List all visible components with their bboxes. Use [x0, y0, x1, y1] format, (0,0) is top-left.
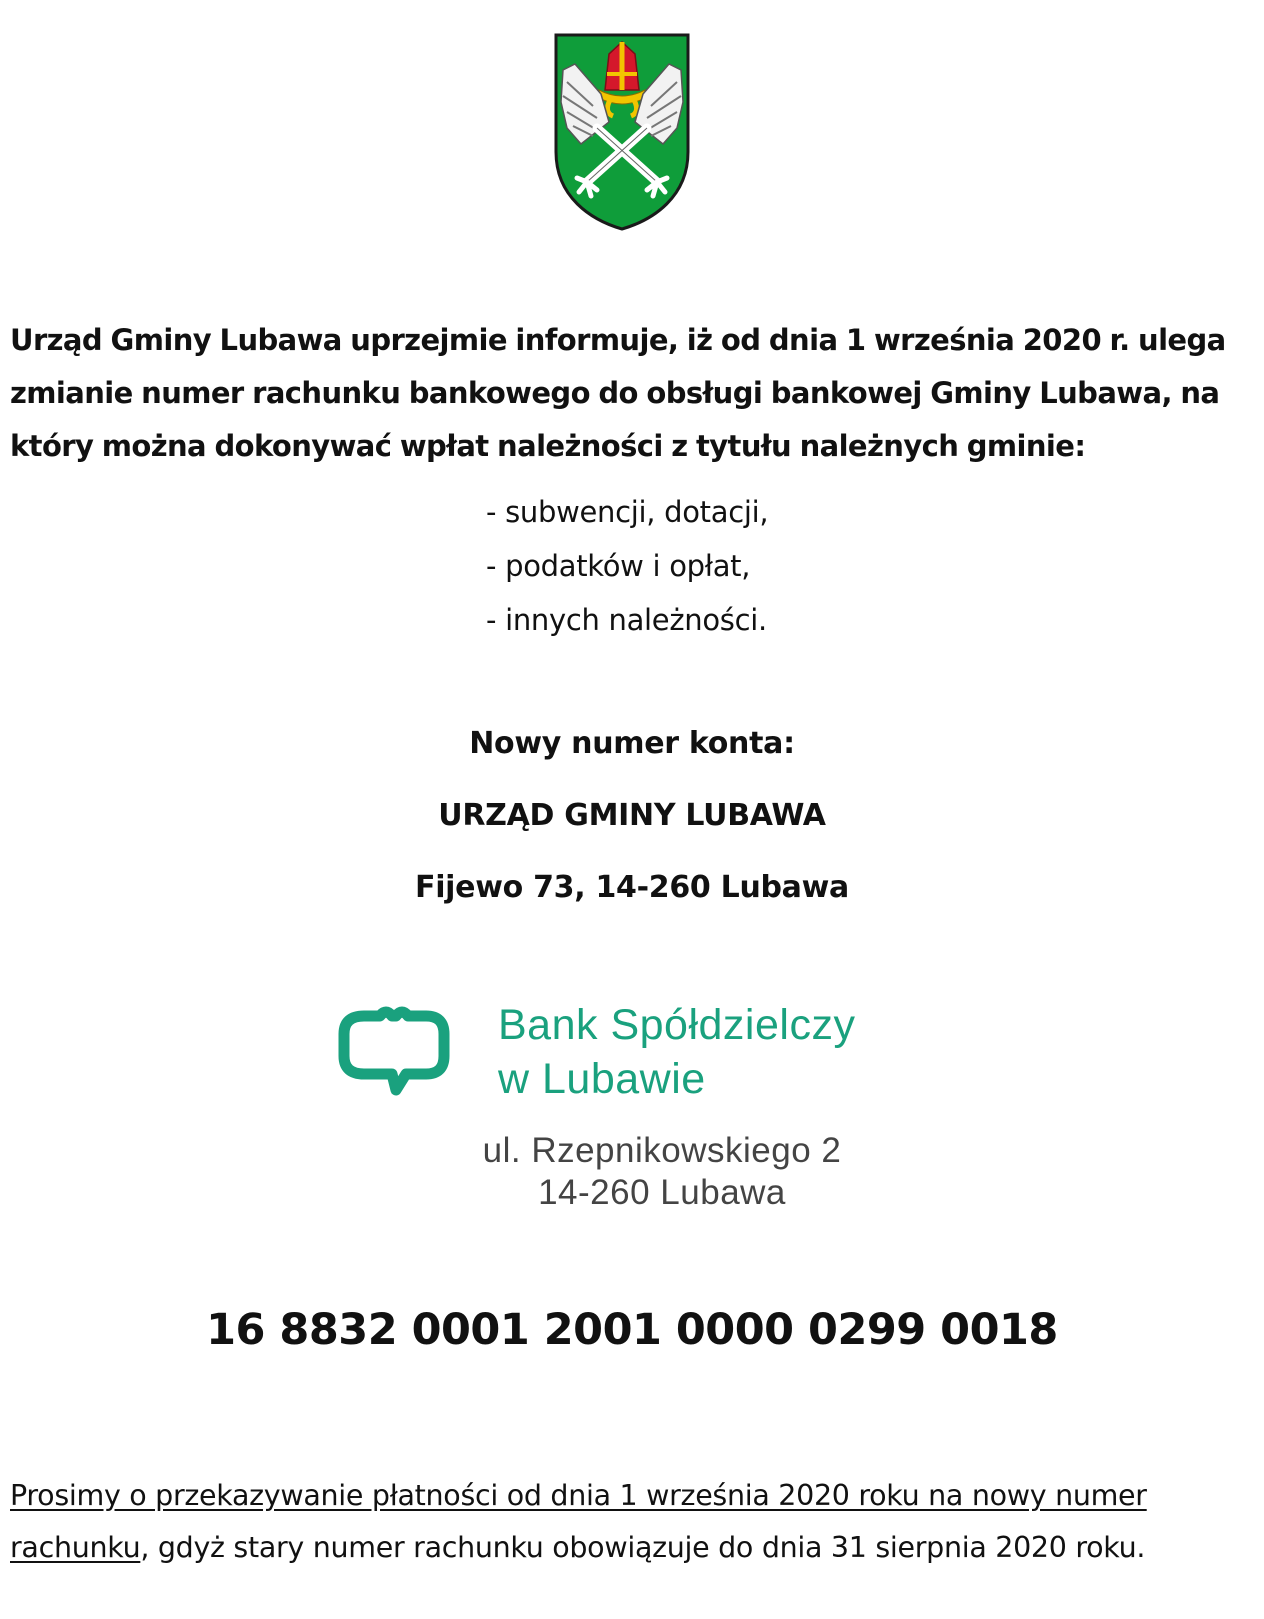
account-title: Nowy numer konta:	[469, 726, 795, 761]
bank-name-line: Bank Spółdzielczy	[498, 1001, 856, 1049]
intro-paragraph: Urząd Gminy Lubawa uprzejmie informuje, iż od dnia 1 września 2020 r. ulega zmianie numer rachunku bankowego do obsługi bankowej Gminy Lubawa, na który można dokonywać wpłat należności z tytułu należnych gminie:	[10, 323, 1226, 463]
footer-note-underlined: Prosimy o przekazywanie płatności od dnia 1 września 2020 roku na nowy numer rachunku	[10, 1479, 1147, 1564]
office-name: URZĄD GMINY LUBAWA	[438, 798, 826, 833]
list-item: - innych należności.	[486, 603, 767, 637]
bank-address-line: ul. Rzepnikowskiego 2	[482, 1131, 842, 1170]
bank-address	[0, 1130, 1264, 1214]
bank-logo-icon	[334, 1006, 454, 1096]
bank-name	[498, 998, 855, 1106]
account-number: 16 8832 0001 2001 0000 0299 0018	[206, 1305, 1058, 1355]
coat-of-arms-icon	[553, 32, 691, 232]
bank-address-line: 14-260 Lubawa	[538, 1173, 786, 1212]
dues-list	[486, 485, 768, 647]
footer-note	[10, 1470, 1240, 1574]
office-address: Fijewo 73, 14-260 Lubawa	[415, 870, 849, 905]
list-item: - subwencji, dotacji,	[486, 495, 769, 529]
footer-note-rest: , gdyż stary numer rachunku obowiązuje do dnia 31 sierpnia 2020 roku.	[140, 1531, 1146, 1564]
bank-name-line: w Lubawie	[498, 1055, 706, 1103]
list-item: - podatków i opłat,	[486, 549, 751, 583]
